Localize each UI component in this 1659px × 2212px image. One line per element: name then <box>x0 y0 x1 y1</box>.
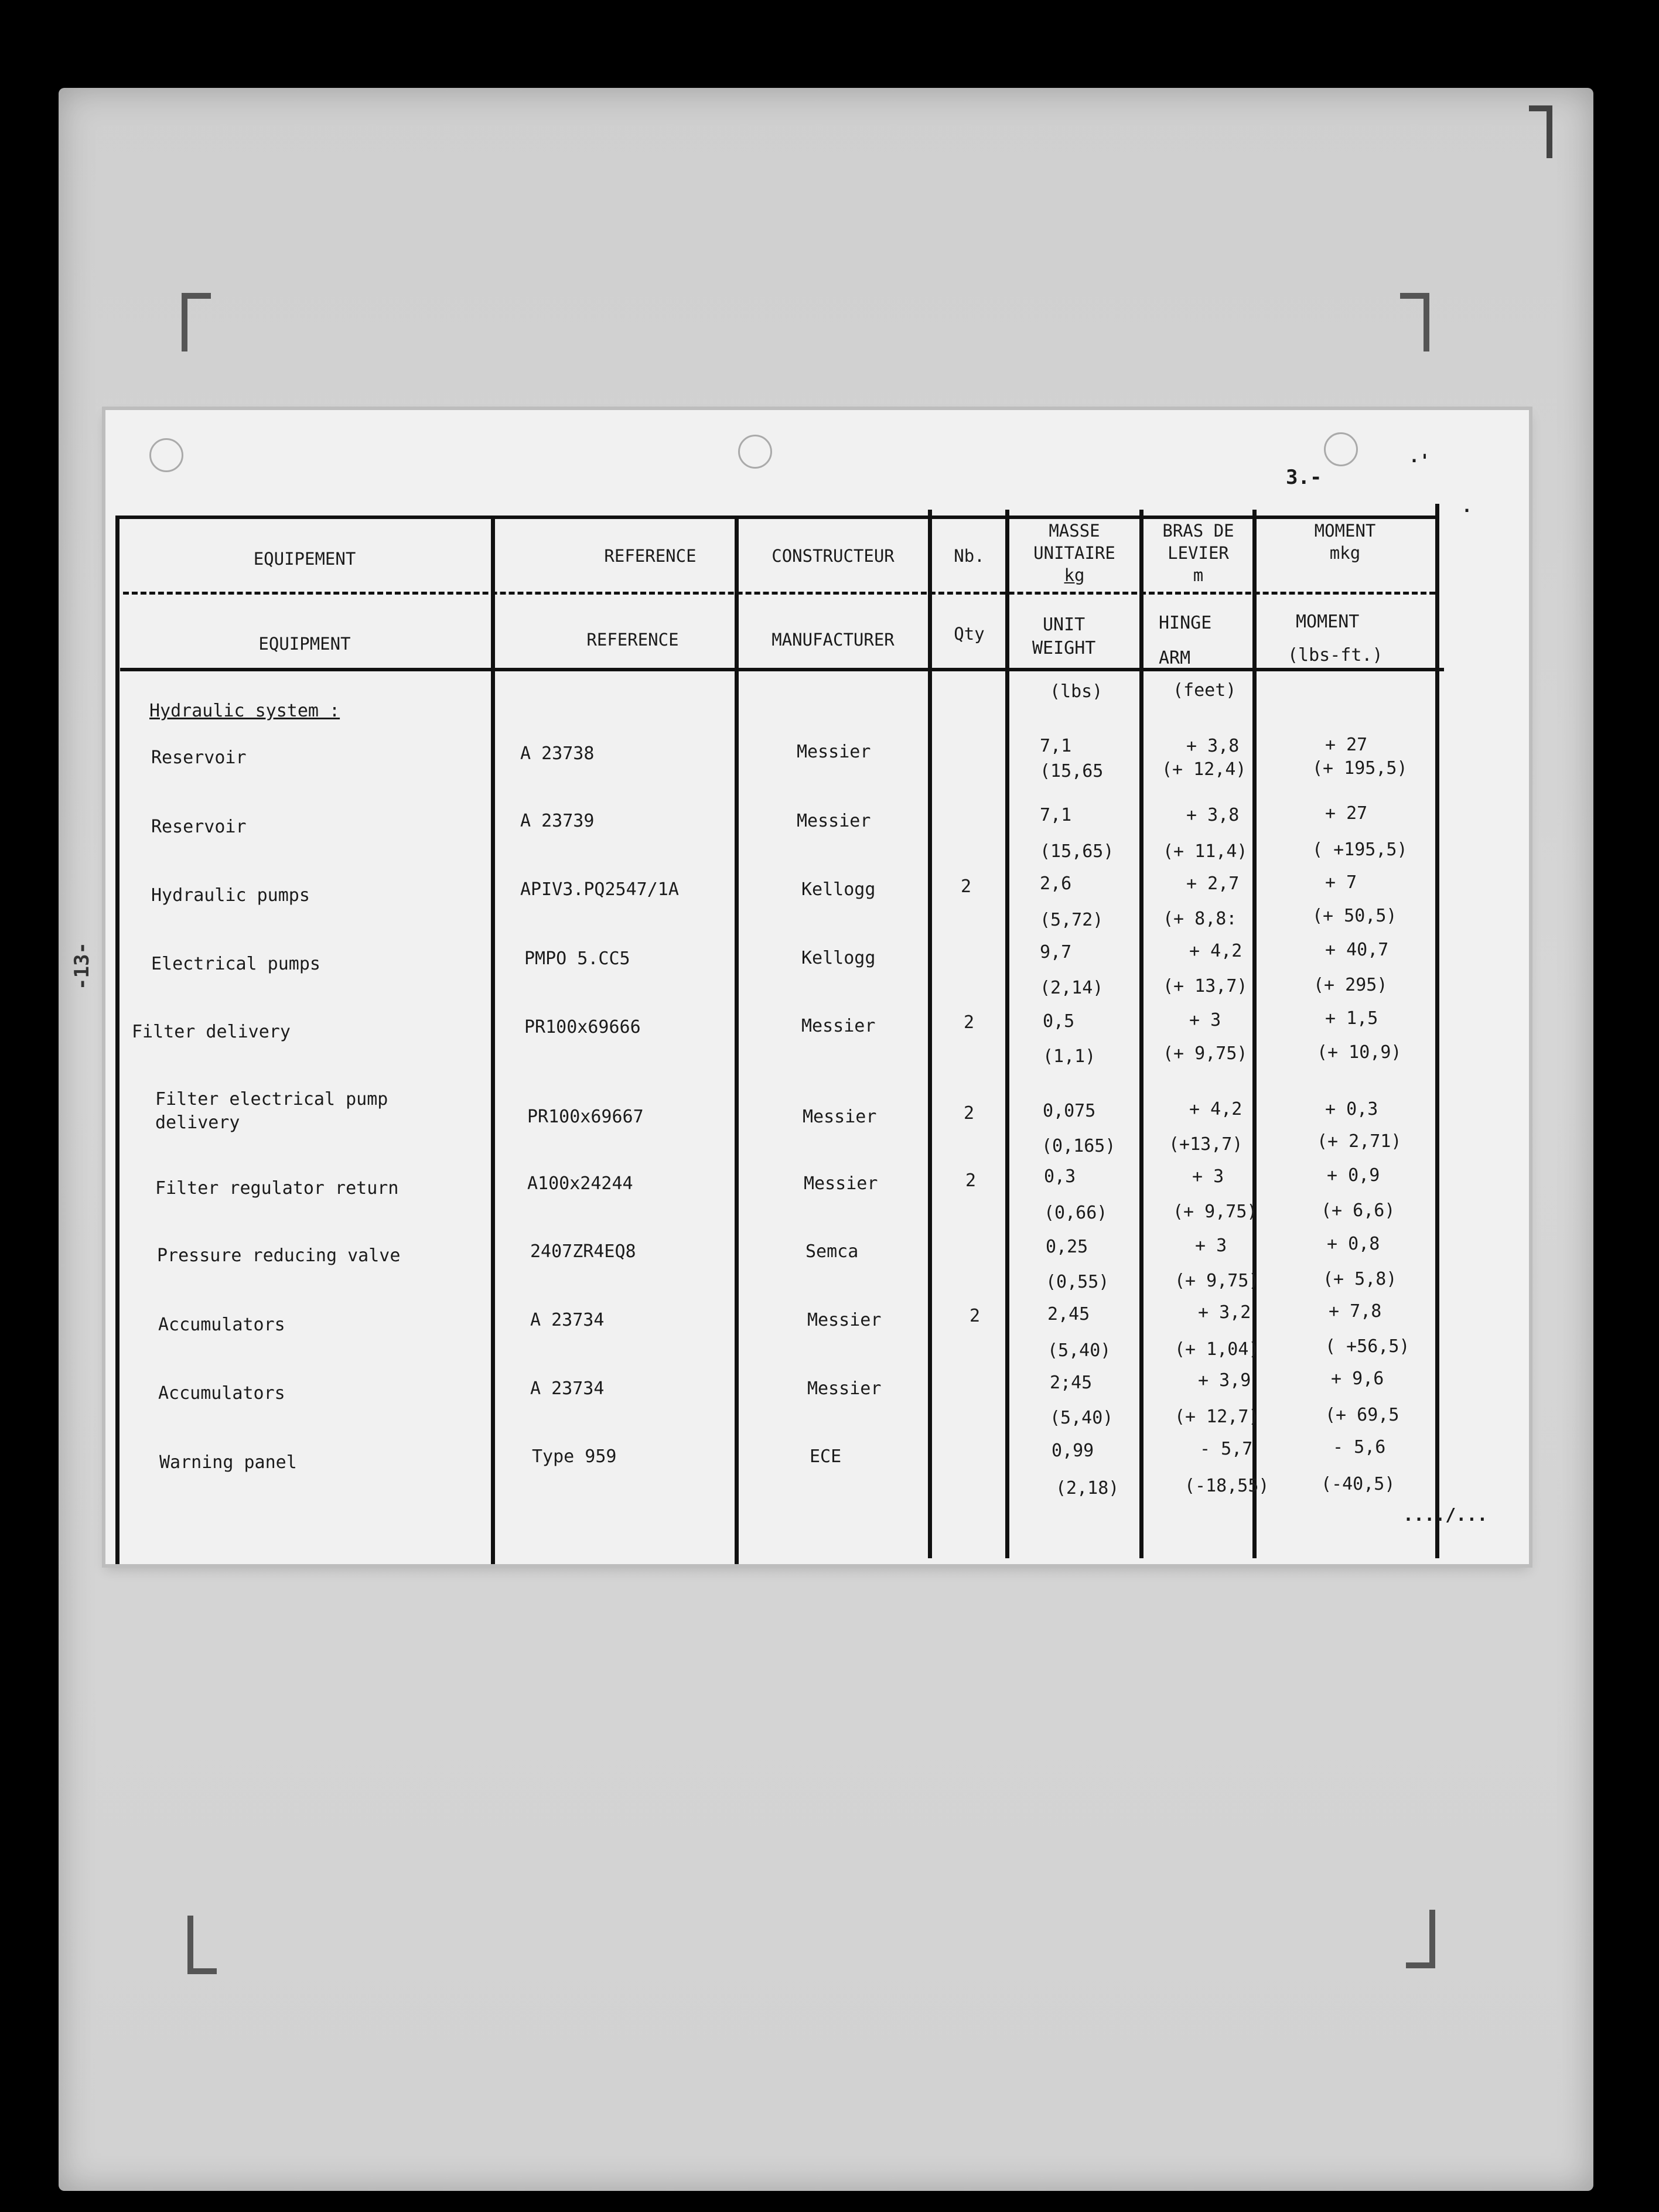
crop-mark-top-right <box>1400 293 1429 351</box>
cell-arm-ft: (+ 9,75) <box>1163 1043 1248 1064</box>
cell-arm-ft: (+ 9,75) <box>1175 1271 1259 1291</box>
cell-arm-ft: (-18,55) <box>1184 1476 1269 1496</box>
cell-weight-lbs: (5,40) <box>1050 1408 1114 1428</box>
cell-arm-ft: (+13,7) <box>1169 1134 1243 1155</box>
table-top-rule <box>115 516 1439 519</box>
header-moment-unit-fr: mkg <box>1329 543 1361 563</box>
cell-qty: 2 <box>965 1170 977 1191</box>
page-number: 3.- <box>1286 466 1322 489</box>
cell-weight-kg: 0,5 <box>1043 1011 1075 1032</box>
punch-hole <box>149 438 183 472</box>
header-bottom-rule <box>120 668 1444 671</box>
cell-equipment-line2: delivery <box>155 1112 240 1133</box>
cell-arm-ft: (+ 12,7) <box>1175 1407 1259 1427</box>
cell-arm-ft: (+ 12,4) <box>1162 759 1247 780</box>
cell-equipment: Pressure reducing valve <box>157 1245 401 1266</box>
cell-weight-kg: 0,99 <box>1052 1440 1094 1461</box>
header-moment-fr: MOMENT <box>1314 521 1376 541</box>
header-manufacturer: MANUFACTURER <box>772 630 895 650</box>
col-rule <box>928 510 932 1558</box>
cell-moment-mkg: + 0,9 <box>1327 1165 1380 1186</box>
cell-reference: PR100x69667 <box>527 1107 644 1127</box>
header-constructeur: CONSTRUCTEUR <box>772 546 895 566</box>
cell-manufacturer: ECE <box>810 1446 842 1467</box>
cell-qty: 2 <box>961 876 972 897</box>
cell-weight-kg: 2,6 <box>1040 873 1072 894</box>
cell-arm-ft: (+ 8,8: <box>1163 909 1237 929</box>
cell-reference: PMPO 5.CC5 <box>524 948 630 969</box>
cell-weight-lbs: (2,14) <box>1040 978 1104 998</box>
cell-qty: 2 <box>970 1306 981 1326</box>
crop-mark-outer <box>1529 105 1552 158</box>
continuation-mark: ..../... <box>1403 1505 1488 1525</box>
crop-mark-bottom-left <box>187 1916 217 1974</box>
cell-manufacturer: Semca <box>805 1241 859 1262</box>
cell-manufacturer: Messier <box>801 1016 876 1036</box>
cell-moment-mkg: + 27 <box>1325 803 1368 824</box>
cell-manufacturer: Messier <box>797 742 871 762</box>
cell-arm-m: + 3,2 <box>1198 1302 1251 1323</box>
cell-reference: A 23738 <box>520 743 595 764</box>
cell-weight-lbs: (0,66) <box>1044 1203 1108 1223</box>
cell-moment-lbsft: (+ 69,5 <box>1325 1405 1399 1425</box>
cell-weight-lbs: (0,55) <box>1046 1272 1110 1292</box>
cell-equipment: Reservoir <box>151 817 247 837</box>
cell-arm-m: + 4,2 <box>1189 1099 1242 1119</box>
header-equipement: EQUIPEMENT <box>253 549 356 569</box>
cell-reference: PR100x69666 <box>524 1017 641 1037</box>
col-rule <box>491 516 495 1564</box>
cell-arm-m: + 3 <box>1192 1166 1224 1187</box>
units-weight: (lbs) <box>1050 681 1103 702</box>
header-reference-en: REFERENCE <box>586 630 679 650</box>
punch-hole <box>738 435 772 469</box>
cell-arm-m: - 5,7 <box>1200 1439 1253 1459</box>
header-moment-en: MOMENT <box>1296 612 1360 632</box>
stray-marks: ·' <box>1409 451 1431 472</box>
cell-reference: APIV3.PQ2547/1A <box>520 879 679 900</box>
cell-moment-lbsft: (+ 50,5) <box>1312 906 1397 926</box>
cell-weight-kg: 7,1 <box>1040 805 1072 825</box>
cell-weight-lbs: (1,1) <box>1043 1046 1096 1067</box>
cell-moment-lbsft: (+ 6,6) <box>1321 1200 1395 1221</box>
side-page-mark: -13- <box>70 942 94 990</box>
cell-reference: 2407ZR4EQ8 <box>530 1241 636 1262</box>
header-bras-unit: m <box>1193 565 1204 585</box>
cell-equipment: Filter regulator return <box>155 1178 399 1199</box>
cell-manufacturer: Messier <box>803 1107 877 1127</box>
cell-moment-lbsft: (+ 10,9) <box>1317 1042 1402 1063</box>
cell-arm-m: + 4,2 <box>1189 941 1242 961</box>
col-rule <box>1252 510 1257 1558</box>
cell-weight-kg: 9,7 <box>1040 942 1072 962</box>
cell-moment-mkg: + 7,8 <box>1329 1301 1382 1322</box>
cell-moment-mkg: + 1,5 <box>1325 1008 1378 1029</box>
cell-arm-ft: (+ 1,04) <box>1175 1339 1259 1360</box>
units-arm: (feet) <box>1173 680 1237 701</box>
cell-weight-kg: 7,1 <box>1040 736 1072 756</box>
cell-moment-mkg: + 9,6 <box>1331 1368 1384 1389</box>
cell-moment-mkg: + 27 <box>1325 735 1368 755</box>
cell-manufacturer: Kellogg <box>801 879 876 900</box>
cell-weight-kg: 2,45 <box>1047 1304 1090 1325</box>
cell-reference: A 23734 <box>530 1378 605 1399</box>
cell-weight-lbs: (5,40) <box>1047 1340 1111 1361</box>
header-masse-unit: kg <box>1064 565 1085 585</box>
col-rule <box>1139 510 1143 1558</box>
header-unit-weight-line2: WEIGHT <box>1032 638 1096 658</box>
cell-equipment: Accumulators <box>158 1383 285 1404</box>
cell-arm-ft: (+ 11,4) <box>1163 841 1248 862</box>
cell-reference: Type 959 <box>532 1446 617 1467</box>
cell-manufacturer: Kellogg <box>801 948 876 968</box>
crop-mark-bottom-right <box>1406 1910 1435 1968</box>
cell-arm-m: + 2,7 <box>1186 873 1240 894</box>
cell-reference: A 23734 <box>530 1310 605 1330</box>
cell-equipment: Warning panel <box>159 1452 297 1473</box>
cell-reference: A 23739 <box>520 811 595 831</box>
cell-manufacturer: Messier <box>797 811 871 831</box>
header-moment-unit-en: (lbs-ft.) <box>1288 645 1383 665</box>
cell-equipment: Hydraulic pumps <box>151 885 310 906</box>
cell-weight-kg: 2;45 <box>1050 1373 1093 1393</box>
cell-moment-lbsft: (+ 195,5) <box>1312 758 1408 779</box>
cell-equipment: Reservoir <box>151 747 247 768</box>
header-reference-fr: REFERENCE <box>604 546 697 566</box>
cell-arm-m: + 3,8 <box>1186 805 1240 825</box>
cell-moment-mkg: + 0,8 <box>1327 1234 1380 1254</box>
cell-weight-lbs: (2,18) <box>1056 1478 1119 1498</box>
cell-arm-ft: (+ 9,75) <box>1173 1201 1258 1222</box>
header-nb: Nb. <box>954 546 985 566</box>
header-hinge-line2: ARM <box>1159 648 1191 668</box>
cell-moment-lbsft: ( +56,5) <box>1325 1336 1410 1357</box>
section-title: Hydraulic system : <box>149 701 340 721</box>
crop-mark-top-left <box>182 293 211 351</box>
cell-manufacturer: Messier <box>804 1173 878 1194</box>
header-hinge-line1: HINGE <box>1159 613 1212 633</box>
cell-equipment: Filter delivery <box>132 1022 291 1042</box>
cell-moment-mkg: - 5,6 <box>1333 1437 1386 1457</box>
cell-moment-mkg: + 0,3 <box>1325 1099 1378 1119</box>
col-rule <box>735 516 739 1564</box>
cell-moment-lbsft: ( +195,5) <box>1312 839 1408 860</box>
cell-weight-lbs: (5,72) <box>1040 910 1104 930</box>
cell-arm-m: + 3,8 <box>1186 736 1240 756</box>
cell-manufacturer: Messier <box>807 1310 882 1330</box>
cell-moment-lbsft: (+ 2,71) <box>1317 1131 1402 1152</box>
header-masse-line2: UNITAIRE <box>1033 543 1115 563</box>
cell-weight-kg: 0,3 <box>1044 1166 1076 1187</box>
cell-arm-m: + 3 <box>1189 1010 1221 1030</box>
cell-weight-kg: 0,25 <box>1046 1237 1088 1257</box>
cell-moment-lbsft: (+ 5,8) <box>1323 1269 1397 1289</box>
header-unit-weight-line1: UNIT <box>1043 615 1085 635</box>
cell-reference: A100x24244 <box>527 1173 633 1194</box>
cell-qty: 2 <box>964 1012 975 1033</box>
cell-weight-lbs: (15,65 <box>1040 761 1104 781</box>
cell-equipment-line1: Filter electrical pump <box>155 1089 388 1110</box>
header-qty: Qty <box>954 624 985 644</box>
punch-hole <box>1324 432 1358 466</box>
col-rule <box>115 516 120 1564</box>
cell-weight-kg: 0,075 <box>1043 1101 1096 1121</box>
cell-manufacturer: Messier <box>807 1378 882 1399</box>
header-bras-line1: BRAS DE <box>1162 521 1234 541</box>
cell-moment-mkg: + 7 <box>1325 872 1357 893</box>
cell-weight-lbs: (15,65) <box>1040 841 1114 862</box>
cell-arm-m: + 3 <box>1195 1235 1227 1256</box>
header-equipment: EQUIPMENT <box>258 634 351 654</box>
cell-arm-ft: (+ 13,7) <box>1163 976 1248 996</box>
header-divider-dashed <box>123 592 1435 595</box>
cell-arm-m: + 3,9 <box>1198 1370 1251 1391</box>
col-rule <box>1005 510 1009 1558</box>
cell-moment-lbsft: (+ 295) <box>1313 975 1388 995</box>
col-rule <box>1435 504 1439 1558</box>
cell-equipment: Electrical pumps <box>151 954 320 974</box>
stray-marks: · <box>1462 501 1473 521</box>
cell-equipment: Accumulators <box>158 1315 285 1335</box>
cell-moment-lbsft: (-40,5) <box>1321 1474 1395 1494</box>
cell-weight-lbs: (0,165) <box>1042 1136 1116 1156</box>
header-bras-line2: LEVIER <box>1168 543 1229 563</box>
cell-qty: 2 <box>964 1103 975 1124</box>
cell-moment-mkg: + 40,7 <box>1325 940 1389 960</box>
header-masse-line1: MASSE <box>1049 521 1100 541</box>
